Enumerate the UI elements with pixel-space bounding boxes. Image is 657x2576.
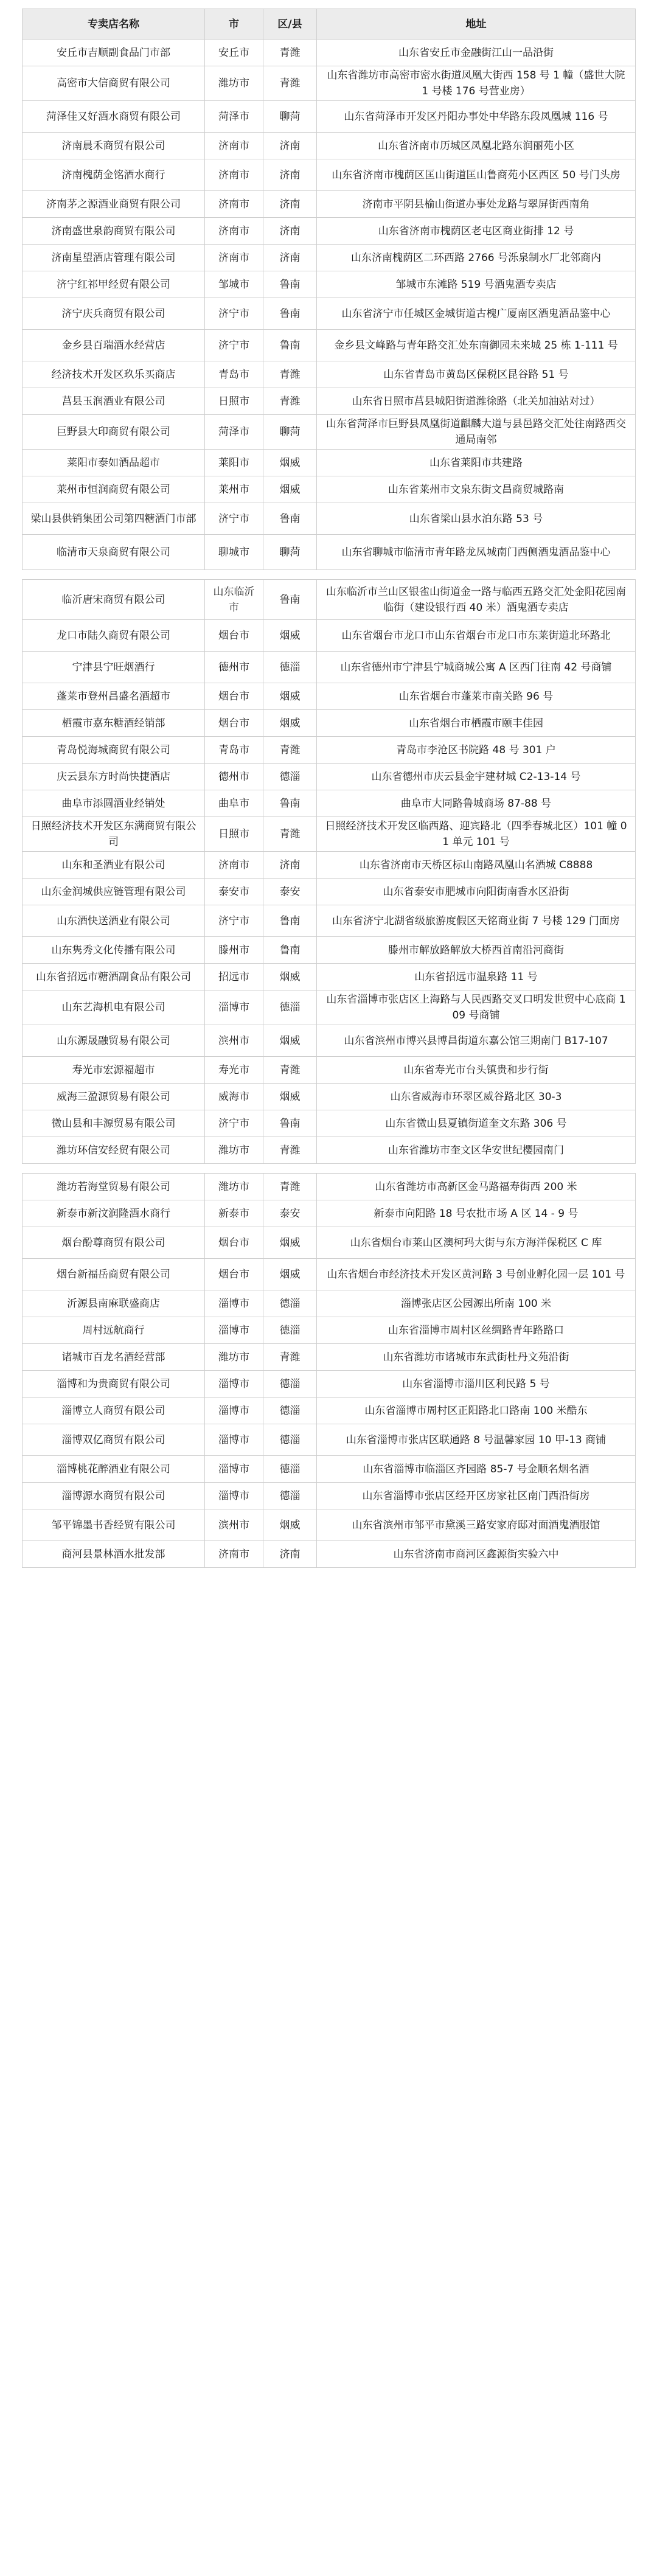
cell-address: 山东济南槐荫区二环西路 2766 号泺泉制水厂北邻商内 [317, 245, 636, 271]
cell-city: 菏泽市 [205, 101, 263, 133]
cell-district: 青潍 [263, 1174, 317, 1200]
table-row [23, 764, 636, 790]
cell-store-name: 栖霞市嘉东糖酒经销部 [23, 710, 205, 737]
cell-city: 济南市 [205, 133, 263, 159]
section-gap [23, 1164, 636, 1174]
table-row [23, 66, 636, 101]
table-row [23, 1371, 636, 1398]
cell-city: 德州市 [205, 764, 263, 790]
table-row [23, 937, 636, 964]
cell-address: 山东省滨州市邹平市黛溪三路安家府邸对面酒鬼酒服馆 [317, 1509, 636, 1541]
cell-store-name: 曲阜市添圆酒业经销处 [23, 790, 205, 817]
table-row [23, 1456, 636, 1483]
table-row [23, 298, 636, 330]
header-store-name: 专卖店名称 [23, 9, 205, 40]
cell-city: 淄博市 [205, 1398, 263, 1424]
cell-store-name: 安丘市吉顺副食品门市部 [23, 40, 205, 66]
table-row [23, 476, 636, 503]
cell-store-name: 济南茅之源酒业商贸有限公司 [23, 191, 205, 218]
cell-city: 日照市 [205, 817, 263, 852]
cell-district: 青潍 [263, 361, 317, 388]
cell-district: 德淄 [263, 1456, 317, 1483]
table-row [23, 1424, 636, 1456]
cell-store-name: 淄博源水商贸有限公司 [23, 1483, 205, 1509]
cell-district: 德淄 [263, 1424, 317, 1456]
table-row [23, 450, 636, 476]
table-row [23, 1344, 636, 1371]
cell-address: 山东省菏泽市开发区丹阳办事处中华路东段凤凰城 116 号 [317, 101, 636, 133]
cell-store-name: 济宁红祁甲经贸有限公司 [23, 271, 205, 298]
cell-address: 山东省烟台市龙口市山东省烟台市龙口市东莱街道北环路北 [317, 620, 636, 652]
cell-district: 鲁南 [263, 905, 317, 937]
cell-address: 山东省淄博市张店区上海路与人民西路交叉口明发世贸中心底商 109 号商铺 [317, 990, 636, 1025]
table-row [23, 245, 636, 271]
cell-address: 山东省济宁市任城区金城街道古槐广厦南区酒鬼酒品鉴中心 [317, 298, 636, 330]
cell-district: 鲁南 [263, 790, 317, 817]
cell-address: 山东省莱州市文泉东街文昌商贸城路南 [317, 476, 636, 503]
table-row [23, 580, 636, 620]
cell-city: 济南市 [205, 852, 263, 879]
cell-city: 淄博市 [205, 1317, 263, 1344]
cell-address: 山东省德州市庆云县金宇建材城 C2-13-14 号 [317, 764, 636, 790]
cell-city: 济宁市 [205, 1110, 263, 1137]
cell-store-name: 济南盛世泉韵商贸有限公司 [23, 218, 205, 245]
section-gap-cell [23, 1164, 636, 1174]
table-row [23, 191, 636, 218]
table-row [23, 905, 636, 937]
cell-store-name: 济南晨禾商贸有限公司 [23, 133, 205, 159]
cell-city: 潍坊市 [205, 1174, 263, 1200]
cell-city: 滨州市 [205, 1509, 263, 1541]
cell-address: 山东省潍坊市诸城市东武街杜丹文苑沿街 [317, 1344, 636, 1371]
cell-address: 邹城市东滩路 519 号酒鬼酒专卖店 [317, 271, 636, 298]
cell-store-name: 山东隽秀文化传播有限公司 [23, 937, 205, 964]
cell-city: 济宁市 [205, 298, 263, 330]
cell-store-name: 山东艺海机电有限公司 [23, 990, 205, 1025]
cell-store-name: 高密市大信商贸有限公司 [23, 66, 205, 101]
table-row [23, 652, 636, 683]
cell-city: 莱阳市 [205, 450, 263, 476]
cell-city: 新泰市 [205, 1200, 263, 1227]
cell-address: 山东省淄博市周村区丝绸路青年路路口 [317, 1317, 636, 1344]
table-row [23, 388, 636, 415]
cell-address: 山东省聊城市临清市青年路龙凤城南门西侧酒鬼酒品鉴中心 [317, 535, 636, 570]
cell-city: 济宁市 [205, 503, 263, 535]
cell-address: 山东省烟台市栖霞市颐丰佳园 [317, 710, 636, 737]
cell-address: 山东省济南市天桥区标山南路凤凰山名酒城 C8888 [317, 852, 636, 879]
cell-address: 山东省济南市历城区凤凰北路东润丽苑小区 [317, 133, 636, 159]
cell-district: 鲁南 [263, 503, 317, 535]
cell-address: 山东省微山县夏镇街道奎文东路 306 号 [317, 1110, 636, 1137]
table-row [23, 361, 636, 388]
table-row [23, 1509, 636, 1541]
table-row [23, 535, 636, 570]
cell-city: 青岛市 [205, 361, 263, 388]
cell-address: 山东省潍坊市高密市密水街道凤凰大街西 158 号 1 幢（盛世大院 1 号楼 176 号营业房） [317, 66, 636, 101]
cell-address: 山东省淄博市淄川区利民路 5 号 [317, 1371, 636, 1398]
cell-district: 聊菏 [263, 101, 317, 133]
cell-district: 青潍 [263, 66, 317, 101]
cell-store-name: 莱州市恒润商贸有限公司 [23, 476, 205, 503]
cell-district: 德淄 [263, 652, 317, 683]
cell-district: 烟威 [263, 710, 317, 737]
cell-district: 济南 [263, 245, 317, 271]
header-city: 市 [205, 9, 263, 40]
cell-store-name: 山东源晟融贸易有限公司 [23, 1025, 205, 1057]
cell-district: 烟威 [263, 1227, 317, 1259]
cell-store-name: 日照经济技术开发区东满商贸有限公司 [23, 817, 205, 852]
cell-address: 山东省泰安市肥城市向阳街南香水区沿街 [317, 879, 636, 905]
table-row [23, 40, 636, 66]
cell-city: 山东临沂市 [205, 580, 263, 620]
cell-city: 淄博市 [205, 1483, 263, 1509]
cell-store-name: 烟台酚尊商贸有限公司 [23, 1227, 205, 1259]
cell-city: 安丘市 [205, 40, 263, 66]
cell-address: 山东省淄博市临淄区齐园路 85-7 号金顺名烟名酒 [317, 1456, 636, 1483]
cell-address: 日照经济技术开发区临西路、迎宾路北（四季春城北区）101 幢 01 单元 101 号 [317, 817, 636, 852]
cell-district: 聊菏 [263, 535, 317, 570]
table-header [23, 9, 636, 40]
cell-store-name: 淄博和为贵商贸有限公司 [23, 1371, 205, 1398]
cell-city: 莱州市 [205, 476, 263, 503]
cell-district: 聊菏 [263, 415, 317, 450]
cell-address: 济南市平阴县榆山街道办事处龙路与翠屏街西南角 [317, 191, 636, 218]
cell-district: 鲁南 [263, 271, 317, 298]
table-row [23, 790, 636, 817]
cell-city: 潍坊市 [205, 1344, 263, 1371]
cell-store-name: 潍坊若海堂贸易有限公司 [23, 1174, 205, 1200]
cell-city: 济南市 [205, 1541, 263, 1568]
cell-district: 济南 [263, 1541, 317, 1568]
cell-district: 泰安 [263, 879, 317, 905]
table-row [23, 1200, 636, 1227]
table-row [23, 1290, 636, 1317]
cell-address: 山东临沂市兰山区银雀山街道金一路与临西五路交汇处金阳花园南临街（建设银行西 40 米）酒鬼酒专卖店 [317, 580, 636, 620]
cell-district: 烟威 [263, 1084, 317, 1110]
cell-store-name: 临沂唐宋商贸有限公司 [23, 580, 205, 620]
cell-address: 山东省烟台市经济技术开发区黄河路 3 号创业孵化园一层 101 号 [317, 1259, 636, 1290]
table-row [23, 1084, 636, 1110]
table-row [23, 133, 636, 159]
cell-store-name: 新泰市新汶润隆酒水商行 [23, 1200, 205, 1227]
header-address: 地址 [317, 9, 636, 40]
cell-store-name: 寿光市宏源福超市 [23, 1057, 205, 1084]
cell-city: 潍坊市 [205, 66, 263, 101]
cell-district: 烟威 [263, 450, 317, 476]
cell-address: 山东省烟台市蓬莱市南关路 96 号 [317, 683, 636, 710]
cell-store-name: 青岛悦海城商贸有限公司 [23, 737, 205, 764]
table-row [23, 1483, 636, 1509]
cell-address: 山东省威海市环翠区威谷路北区 30-3 [317, 1084, 636, 1110]
cell-address: 山东省菏泽市巨野县凤凰街道麒麟大道与县邑路交汇处往南路西交通局南邻 [317, 415, 636, 450]
cell-store-name: 山东省招远市糖酒副食品有限公司 [23, 964, 205, 990]
table-row [23, 330, 636, 361]
table-row [23, 1227, 636, 1259]
cell-district: 德淄 [263, 1371, 317, 1398]
cell-address: 山东省淄博市张店区联通路 8 号温馨家园 10 甲-13 商铺 [317, 1424, 636, 1456]
cell-city: 济宁市 [205, 330, 263, 361]
cell-address: 山东省莱阳市共建路 [317, 450, 636, 476]
cell-district: 青潍 [263, 1057, 317, 1084]
cell-city: 淄博市 [205, 1371, 263, 1398]
cell-store-name: 莱阳市泰如酒品超市 [23, 450, 205, 476]
cell-address: 山东省梁山县水泊东路 53 号 [317, 503, 636, 535]
cell-district: 济南 [263, 159, 317, 191]
cell-district: 青潍 [263, 388, 317, 415]
cell-city: 青岛市 [205, 737, 263, 764]
cell-district: 烟威 [263, 476, 317, 503]
cell-address: 山东省烟台市莱山区澳柯玛大街与东方海洋保税区 C 库 [317, 1227, 636, 1259]
cell-store-name: 菏泽佳又好酒水商贸有限公司 [23, 101, 205, 133]
cell-city: 聊城市 [205, 535, 263, 570]
cell-address: 金乡县文峰路与青年路交汇处东南御园未来城 25 栋 1-111 号 [317, 330, 636, 361]
table-row [23, 1259, 636, 1290]
cell-store-name: 济南槐荫金铭酒水商行 [23, 159, 205, 191]
cell-store-name: 山东酒快送酒业有限公司 [23, 905, 205, 937]
cell-address: 滕州市解放路解放大桥西首南沿河商街 [317, 937, 636, 964]
cell-city: 邹城市 [205, 271, 263, 298]
table-row [23, 415, 636, 450]
table-row [23, 817, 636, 852]
cell-city: 潍坊市 [205, 1137, 263, 1164]
cell-city: 滕州市 [205, 937, 263, 964]
table-row [23, 852, 636, 879]
cell-district: 烟威 [263, 620, 317, 652]
cell-city: 济南市 [205, 218, 263, 245]
cell-city: 日照市 [205, 388, 263, 415]
table-row [23, 159, 636, 191]
cell-district: 烟威 [263, 1509, 317, 1541]
cell-store-name: 微山县和丰源贸易有限公司 [23, 1110, 205, 1137]
header-row [23, 9, 636, 40]
cell-district: 济南 [263, 852, 317, 879]
section-gap-cell [23, 570, 636, 580]
cell-address: 曲阜市大同路鲁城商场 87-88 号 [317, 790, 636, 817]
cell-city: 淄博市 [205, 1456, 263, 1483]
cell-store-name: 莒县玉润酒业有限公司 [23, 388, 205, 415]
cell-store-name: 经济技术开发区玖乐买商店 [23, 361, 205, 388]
cell-store-name: 龙口市陆久商贸有限公司 [23, 620, 205, 652]
table-row [23, 964, 636, 990]
cell-district: 鲁南 [263, 330, 317, 361]
cell-city: 烟台市 [205, 683, 263, 710]
cell-address: 山东省日照市莒县城阳街道潍徐路（北关加油站对过） [317, 388, 636, 415]
cell-store-name: 邹平锦墨书香经贸有限公司 [23, 1509, 205, 1541]
cell-store-name: 山东金润城供应链管理有限公司 [23, 879, 205, 905]
cell-store-name: 庆云县东方时尚快捷酒店 [23, 764, 205, 790]
cell-district: 鲁南 [263, 937, 317, 964]
table-row [23, 737, 636, 764]
cell-store-name: 淄博双亿商贸有限公司 [23, 1424, 205, 1456]
cell-store-name: 沂源县南麻联盛商店 [23, 1290, 205, 1317]
section-gap [23, 570, 636, 580]
cell-address: 山东省青岛市黄岛区保税区昆谷路 51 号 [317, 361, 636, 388]
table-row [23, 1174, 636, 1200]
cell-address: 山东省潍坊市奎文区华安世纪樱园南门 [317, 1137, 636, 1164]
cell-store-name: 淄博立人商贸有限公司 [23, 1398, 205, 1424]
table-row [23, 1025, 636, 1057]
cell-city: 济南市 [205, 191, 263, 218]
cell-district: 鲁南 [263, 1110, 317, 1137]
cell-district: 烟威 [263, 683, 317, 710]
cell-address: 山东省淄博市周村区正阳路北口路南 100 米酷东 [317, 1398, 636, 1424]
cell-address: 山东省淄博市张店区经开区房家社区南门西沿街房 [317, 1483, 636, 1509]
cell-address: 山东省济南市商河区鑫源街实验六中 [317, 1541, 636, 1568]
cell-store-name: 山东和圣酒业有限公司 [23, 852, 205, 879]
cell-store-name: 宁津县宁旺烟酒行 [23, 652, 205, 683]
cell-city: 烟台市 [205, 620, 263, 652]
cell-store-name: 威海三盈源贸易有限公司 [23, 1084, 205, 1110]
cell-district: 济南 [263, 218, 317, 245]
cell-city: 寿光市 [205, 1057, 263, 1084]
cell-city: 菏泽市 [205, 415, 263, 450]
table-row [23, 218, 636, 245]
table-row [23, 503, 636, 535]
cell-store-name: 济南星望酒店管理有限公司 [23, 245, 205, 271]
cell-address: 山东省滨州市博兴县博昌街道东嘉公馆三期南门 B17-107 [317, 1025, 636, 1057]
table-row [23, 620, 636, 652]
cell-district: 济南 [263, 133, 317, 159]
cell-store-name: 蓬莱市登州昌盛名酒超市 [23, 683, 205, 710]
cell-district: 德淄 [263, 1398, 317, 1424]
cell-store-name: 商河县景林酒水批发部 [23, 1541, 205, 1568]
table-row [23, 1541, 636, 1568]
cell-address: 淄博张店区公园源出所南 100 米 [317, 1290, 636, 1317]
cell-district: 德淄 [263, 764, 317, 790]
cell-city: 招远市 [205, 964, 263, 990]
table-row [23, 1137, 636, 1164]
cell-store-name: 巨野县大印商贸有限公司 [23, 415, 205, 450]
store-table [22, 9, 636, 1568]
table-row [23, 1317, 636, 1344]
cell-district: 泰安 [263, 1200, 317, 1227]
cell-city: 烟台市 [205, 710, 263, 737]
table-row [23, 990, 636, 1025]
cell-city: 淄博市 [205, 1424, 263, 1456]
cell-address: 新泰市向阳路 18 号农批市场 A 区 14 - 9 号 [317, 1200, 636, 1227]
cell-district: 青潍 [263, 1344, 317, 1371]
cell-address: 山东省济南市槐荫区老屯区商业街排 12 号 [317, 218, 636, 245]
cell-district: 济南 [263, 191, 317, 218]
cell-district: 青潍 [263, 817, 317, 852]
cell-district: 德淄 [263, 1483, 317, 1509]
cell-city: 泰安市 [205, 879, 263, 905]
table-row [23, 879, 636, 905]
table-row [23, 1110, 636, 1137]
cell-district: 烟威 [263, 964, 317, 990]
cell-store-name: 烟台新福岳商贸有限公司 [23, 1259, 205, 1290]
cell-address: 山东省安丘市金融街江山一品沿街 [317, 40, 636, 66]
cell-city: 滨州市 [205, 1025, 263, 1057]
cell-city: 济南市 [205, 159, 263, 191]
cell-store-name: 淄博桃花醉酒业有限公司 [23, 1456, 205, 1483]
table-row [23, 271, 636, 298]
cell-city: 烟台市 [205, 1227, 263, 1259]
table-row [23, 1057, 636, 1084]
cell-city: 淄博市 [205, 990, 263, 1025]
cell-store-name: 梁山县供销集团公司第四糖酒门市部 [23, 503, 205, 535]
table-row [23, 710, 636, 737]
cell-district: 烟威 [263, 1025, 317, 1057]
cell-address: 青岛市李沧区书院路 48 号 301 户 [317, 737, 636, 764]
cell-address: 山东省德州市宁津县宁城商城公寓 A 区西门往南 42 号商铺 [317, 652, 636, 683]
cell-city: 济宁市 [205, 905, 263, 937]
cell-district: 鲁南 [263, 580, 317, 620]
cell-city: 威海市 [205, 1084, 263, 1110]
cell-store-name: 临清市天泉商贸有限公司 [23, 535, 205, 570]
cell-store-name: 周村远航商行 [23, 1317, 205, 1344]
header-district: 区/县 [263, 9, 317, 40]
cell-store-name: 济宁庆兵商贸有限公司 [23, 298, 205, 330]
table-row [23, 1398, 636, 1424]
cell-district: 青潍 [263, 737, 317, 764]
cell-district: 青潍 [263, 1137, 317, 1164]
cell-store-name: 潍坊环信安经贸有限公司 [23, 1137, 205, 1164]
table-row [23, 101, 636, 133]
cell-city: 济南市 [205, 245, 263, 271]
cell-city: 淄博市 [205, 1290, 263, 1317]
cell-address: 山东省济宁北湖省级旅游度假区天铭商业街 7 号楼 129 门面房 [317, 905, 636, 937]
cell-store-name: 诸城市百龙名酒经营部 [23, 1344, 205, 1371]
cell-address: 山东省济南市槐荫区匡山街道匡山鲁商苑小区西区 50 号门头房 [317, 159, 636, 191]
cell-city: 德州市 [205, 652, 263, 683]
table-body [23, 40, 636, 1568]
cell-address: 山东省潍坊市高新区金马路福寿街西 200 米 [317, 1174, 636, 1200]
cell-city: 烟台市 [205, 1259, 263, 1290]
cell-address: 山东省招远市温泉路 11 号 [317, 964, 636, 990]
table-row [23, 683, 636, 710]
cell-district: 德淄 [263, 1290, 317, 1317]
cell-district: 德淄 [263, 1317, 317, 1344]
cell-city: 曲阜市 [205, 790, 263, 817]
cell-address: 山东省寿光市台头镇贵和步行街 [317, 1057, 636, 1084]
cell-district: 烟威 [263, 1259, 317, 1290]
cell-district: 鲁南 [263, 298, 317, 330]
cell-store-name: 金乡县百瑞酒水经营店 [23, 330, 205, 361]
cell-district: 青潍 [263, 40, 317, 66]
cell-district: 德淄 [263, 990, 317, 1025]
